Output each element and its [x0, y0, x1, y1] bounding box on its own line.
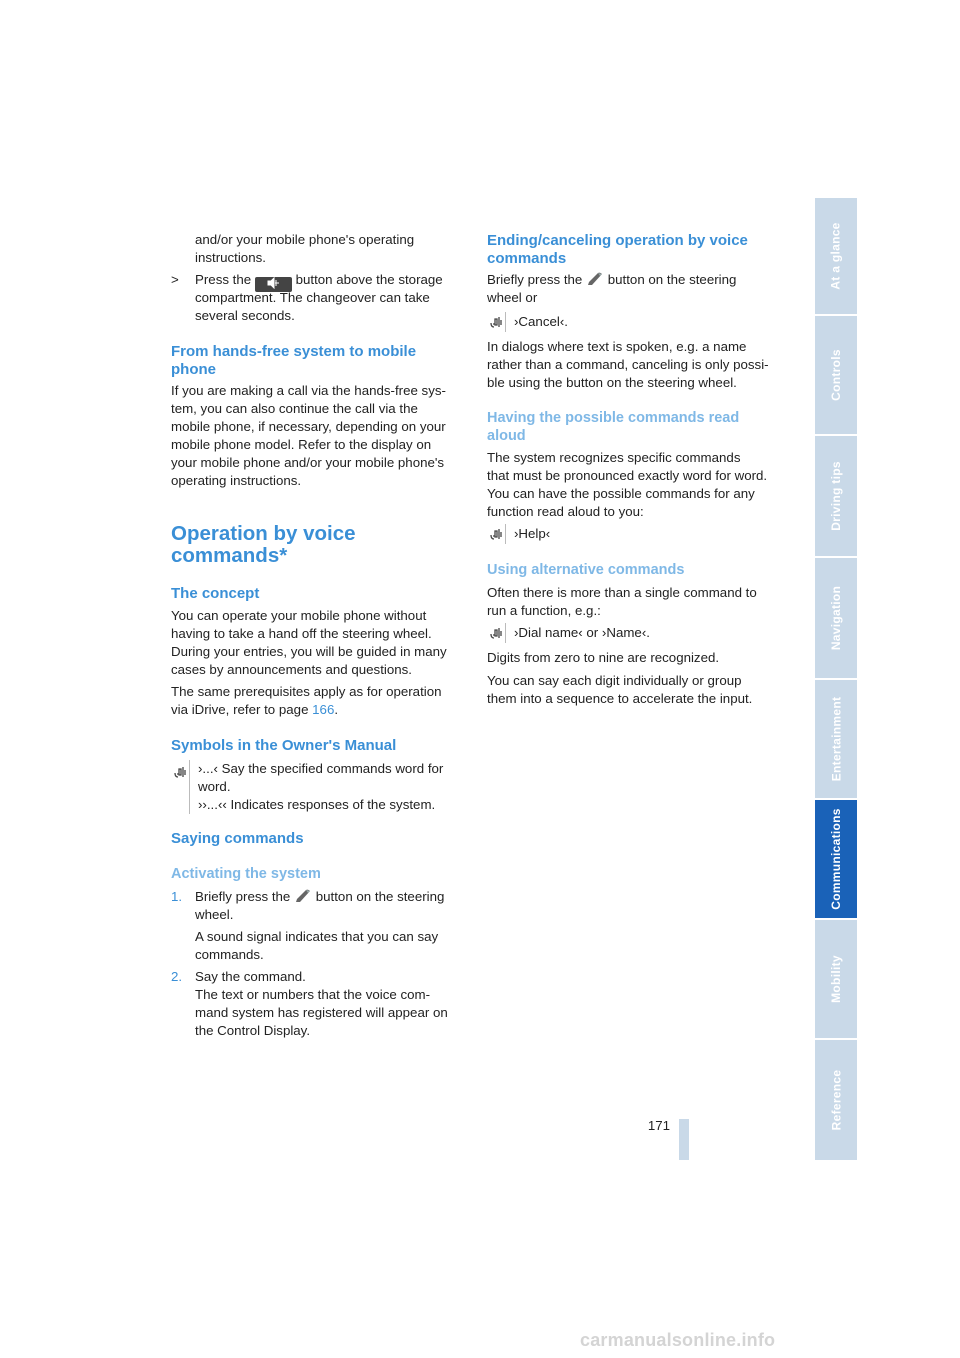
read-text-line: that must be pronounced exactly word for word.	[487, 468, 768, 483]
tab-label: Reference	[829, 1069, 844, 1131]
ending-text-line: wheel or	[487, 290, 538, 305]
tab-mobility[interactable]	[815, 920, 857, 1038]
tab-controls[interactable]	[815, 316, 857, 434]
step1-text-post: button on the steering	[315, 889, 445, 904]
section-heading-handsfree: phone	[171, 361, 216, 378]
tab-label: Mobility	[829, 955, 844, 1003]
dialog-text-line: ble using the button on the steering wheel.	[487, 375, 737, 390]
section-heading-saying: Saying commands	[171, 830, 304, 847]
tab-label: Communications	[829, 808, 844, 910]
handsfree-text-line: tem, you can also continue the call via the	[171, 401, 418, 416]
step2-text-line: The text or numbers that the voice com-	[195, 987, 431, 1002]
tab-at-a-glance[interactable]	[815, 198, 857, 314]
symbol-text-line: word.	[198, 779, 231, 794]
main-heading-operation: Operation by voice	[171, 522, 356, 545]
ending-text-post: button on the steering	[607, 272, 737, 287]
step-number: 2.	[171, 969, 183, 984]
digits-text: Digits from zero to nine are recognized.	[487, 650, 720, 665]
page-number-bar	[679, 1119, 689, 1160]
bullet-text-post: button above the storage	[295, 272, 443, 287]
page-link-166[interactable]: 166	[312, 702, 335, 717]
bullet-marker: >	[171, 272, 179, 287]
step-number: 1.	[171, 889, 183, 904]
bullet-text-line: several seconds.	[195, 308, 295, 323]
command-cancel: ›Cancel‹.	[514, 314, 568, 329]
concept-text-line: You can operate your mobile phone without	[171, 608, 427, 623]
voice-command-icon	[490, 527, 502, 541]
tab-reference[interactable]	[815, 1040, 857, 1160]
handsfree-text-line: mobile phone, if necessary, depending on your	[171, 419, 446, 434]
voice-command-icon	[174, 765, 186, 779]
symbol-text-line: ›...‹ Say the specified commands word for	[198, 761, 444, 776]
tab-navigation[interactable]	[815, 558, 857, 678]
symbol-box	[487, 524, 506, 544]
handsfree-text-line: If you are making a call via the hands-free sys-	[171, 383, 446, 398]
voice-command-icon	[490, 315, 502, 329]
dialog-text-line: rather than a command, canceling is only possi-	[487, 357, 769, 372]
prereq-text: .	[334, 702, 339, 717]
handsfree-text-line: operating instructions.	[171, 473, 302, 488]
prereq-text-line	[171, 701, 338, 719]
bullet-text-line: compartment. The changeover can take	[195, 290, 430, 305]
symbol-box	[487, 312, 506, 332]
symbol-box	[171, 760, 190, 814]
symbol-text-line: ››...‹‹ Indicates responses of the system.	[198, 797, 436, 812]
section-heading-ending: Ending/canceling operation by voice	[487, 232, 748, 249]
tab-label: At a glance	[829, 222, 844, 290]
concept-text-line: cases by announcements and questions.	[171, 662, 412, 677]
prereq-text: via iDrive, refer to page	[171, 702, 313, 717]
bullet-text-pre: Press the	[195, 272, 252, 287]
section-heading-concept: The concept	[171, 585, 260, 602]
voice-command-icon	[490, 626, 502, 640]
concept-text-line: During your entries, you will be guided in many	[171, 644, 447, 659]
step1-sub-line: A sound signal indicates that you can say	[195, 929, 439, 944]
intro-text-line: instructions.	[195, 250, 266, 265]
concept-text-line: having to take a hand off the steering wheel.	[171, 626, 432, 641]
tab-label: Navigation	[829, 585, 843, 651]
watermark: carmanualsonline.info	[580, 1330, 776, 1350]
say-text-line: You can say each digit individually or group	[487, 673, 742, 688]
section-heading-symbols: Symbols in the Owner's Manual	[171, 737, 397, 754]
tab-label: Driving tips	[829, 461, 844, 531]
section-heading-ending: commands	[487, 250, 567, 267]
tab-label: Entertainment	[829, 696, 844, 782]
tab-communications[interactable]	[815, 800, 857, 918]
symbol-box	[487, 623, 506, 643]
section-heading-handsfree: From hands-free system to mobile	[171, 343, 417, 360]
ending-line	[487, 271, 736, 289]
step1-text-line: wheel.	[195, 907, 234, 922]
step1-sub-line: commands.	[195, 947, 264, 962]
main-heading-operation: commands*	[171, 544, 288, 567]
prereq-text-line: The same prerequisites apply as for operation	[171, 684, 442, 699]
step2-text-line: the Control Display.	[195, 1023, 311, 1038]
intro-text-line: and/or your mobile phone's operating	[195, 232, 415, 247]
read-text-line: The system recognizes specific commands	[487, 450, 741, 465]
tab-driving-tips[interactable]	[815, 436, 857, 556]
page-number: 171	[647, 1118, 670, 1133]
step2-text-line: Say the command.	[195, 969, 306, 984]
talk-button-icon	[586, 271, 604, 287]
talk-button-icon	[294, 888, 312, 904]
step1-text-pre: Briefly press the	[195, 889, 291, 904]
alt-text-line: run a function, e.g.:	[487, 603, 601, 618]
step2-text-line: mand system has registered will appear on	[195, 1005, 448, 1020]
step1-line	[195, 888, 444, 906]
tab-label: Controls	[829, 349, 844, 401]
ending-text-pre: Briefly press the	[487, 272, 583, 287]
handsfree-text-line: your mobile phone and/or your mobile phone's	[171, 455, 445, 470]
handsfree-text-line: mobile phone model. Refer to the display on	[171, 437, 432, 452]
dialog-text-line: In dialogs where text is spoken, e.g. a name	[487, 339, 747, 354]
alt-text-line: Often there is more than a single command to	[487, 585, 757, 600]
section-heading-read: Having the possible commands read	[487, 410, 740, 426]
command-dial: ›Dial name‹ or ›Name‹.	[514, 625, 650, 640]
section-heading-read: aloud	[487, 428, 526, 444]
tab-entertainment[interactable]	[815, 680, 857, 798]
command-help: ›Help‹	[514, 526, 551, 541]
section-heading-alternative: Using alternative commands	[487, 562, 685, 578]
subsection-heading-activating: Activating the system	[171, 866, 321, 882]
read-text-line: You can have the possible commands for any	[487, 486, 755, 501]
read-text-line: function read aloud to you:	[487, 504, 644, 519]
say-text-line: them into a sequence to accelerate the input.	[487, 691, 753, 706]
